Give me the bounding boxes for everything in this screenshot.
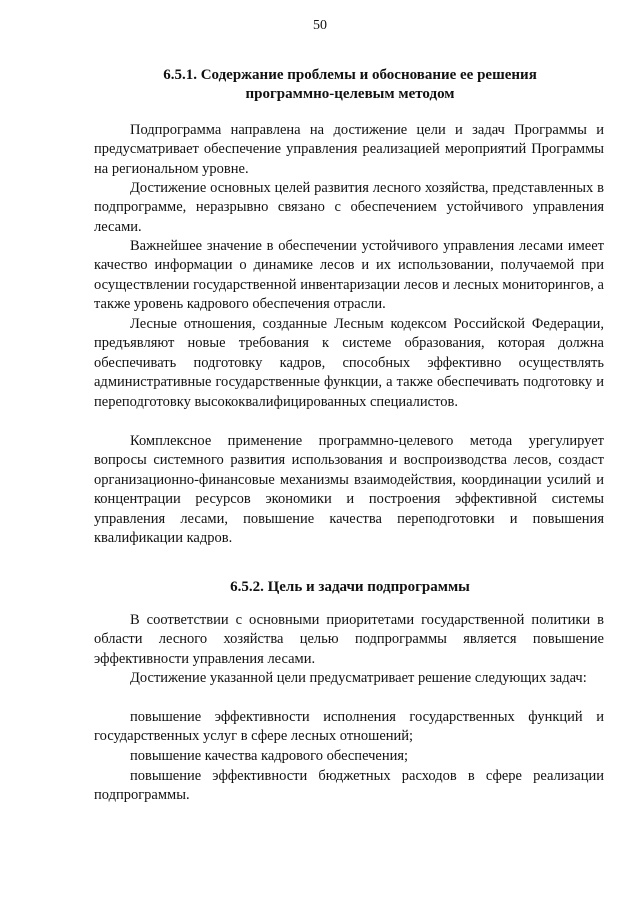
page-number: 50 [313,18,327,33]
section-heading-line-2: программно-целевым методом [245,86,455,102]
paragraph: Подпрограмма направлена на достижение цели и задач Программы и предусматривает обеспечение управления реализацией мероприятий Программы на региональном уровне. [94,122,604,177]
paragraph: Важнейшее значение в обеспечении устойчивого управления лесами имеет качество информации о динамике лесов и их использовании, получаемой при осуществлении государственной инвентаризации лесов и лесных мониторингов, а также уровень кадрового обеспечения отрасли. [94,238,604,313]
paragraph: В соответствии с основными приоритетами государственной политики в области лесного хозяйства целью подпрограммы является повышение эффективности управления лесами. [94,612,604,667]
task-list-item: повышение эффективности исполнения государственных функций и государственных услуг в сфере лесных отношений; [94,709,604,745]
paragraph: Лесные отношения, созданные Лесным кодексом Российской Федерации, предъявляют новые требования к системе образования, которая должна обеспечивать подготовку кадров, способных эффективно осуществлять административные государственные функции, а также обеспечивать подготовку и переподготовку высококвалифицированных специалистов. [94,316,604,410]
task-list-item: повышение качества кадрового обеспечения; [130,748,409,764]
task-list-item: повышение эффективности бюджетных расходов в сфере реализации подпрограммы. [94,768,604,804]
section-heading-6-5-2: 6.5.2. Цель и задачи подпрограммы [230,579,470,595]
section-heading-6-5-1 [96,66,604,104]
paragraph: Комплексное применение программно-целевого метода урегулирует вопросы системного развития использования и воспроизводства лесов, создаст организационно-финансовые механизмы взаимодействия, координации усилий и концентрации ресурсов экономики и построения эффективной системы управления лесами, повышение качества переподготовки и повышения квалификации кадров. [94,433,604,547]
paragraph: Достижение основных целей развития лесного хозяйства, представленных в подпрограмме, неразрывно связано с обеспечением устойчивого управления лесами. [94,180,604,235]
paragraph: Достижение указанной цели предусматривает решение следующих задач: [130,670,587,686]
section-heading-line-1: 6.5.1. Содержание проблемы и обоснование ее решения [163,67,537,83]
